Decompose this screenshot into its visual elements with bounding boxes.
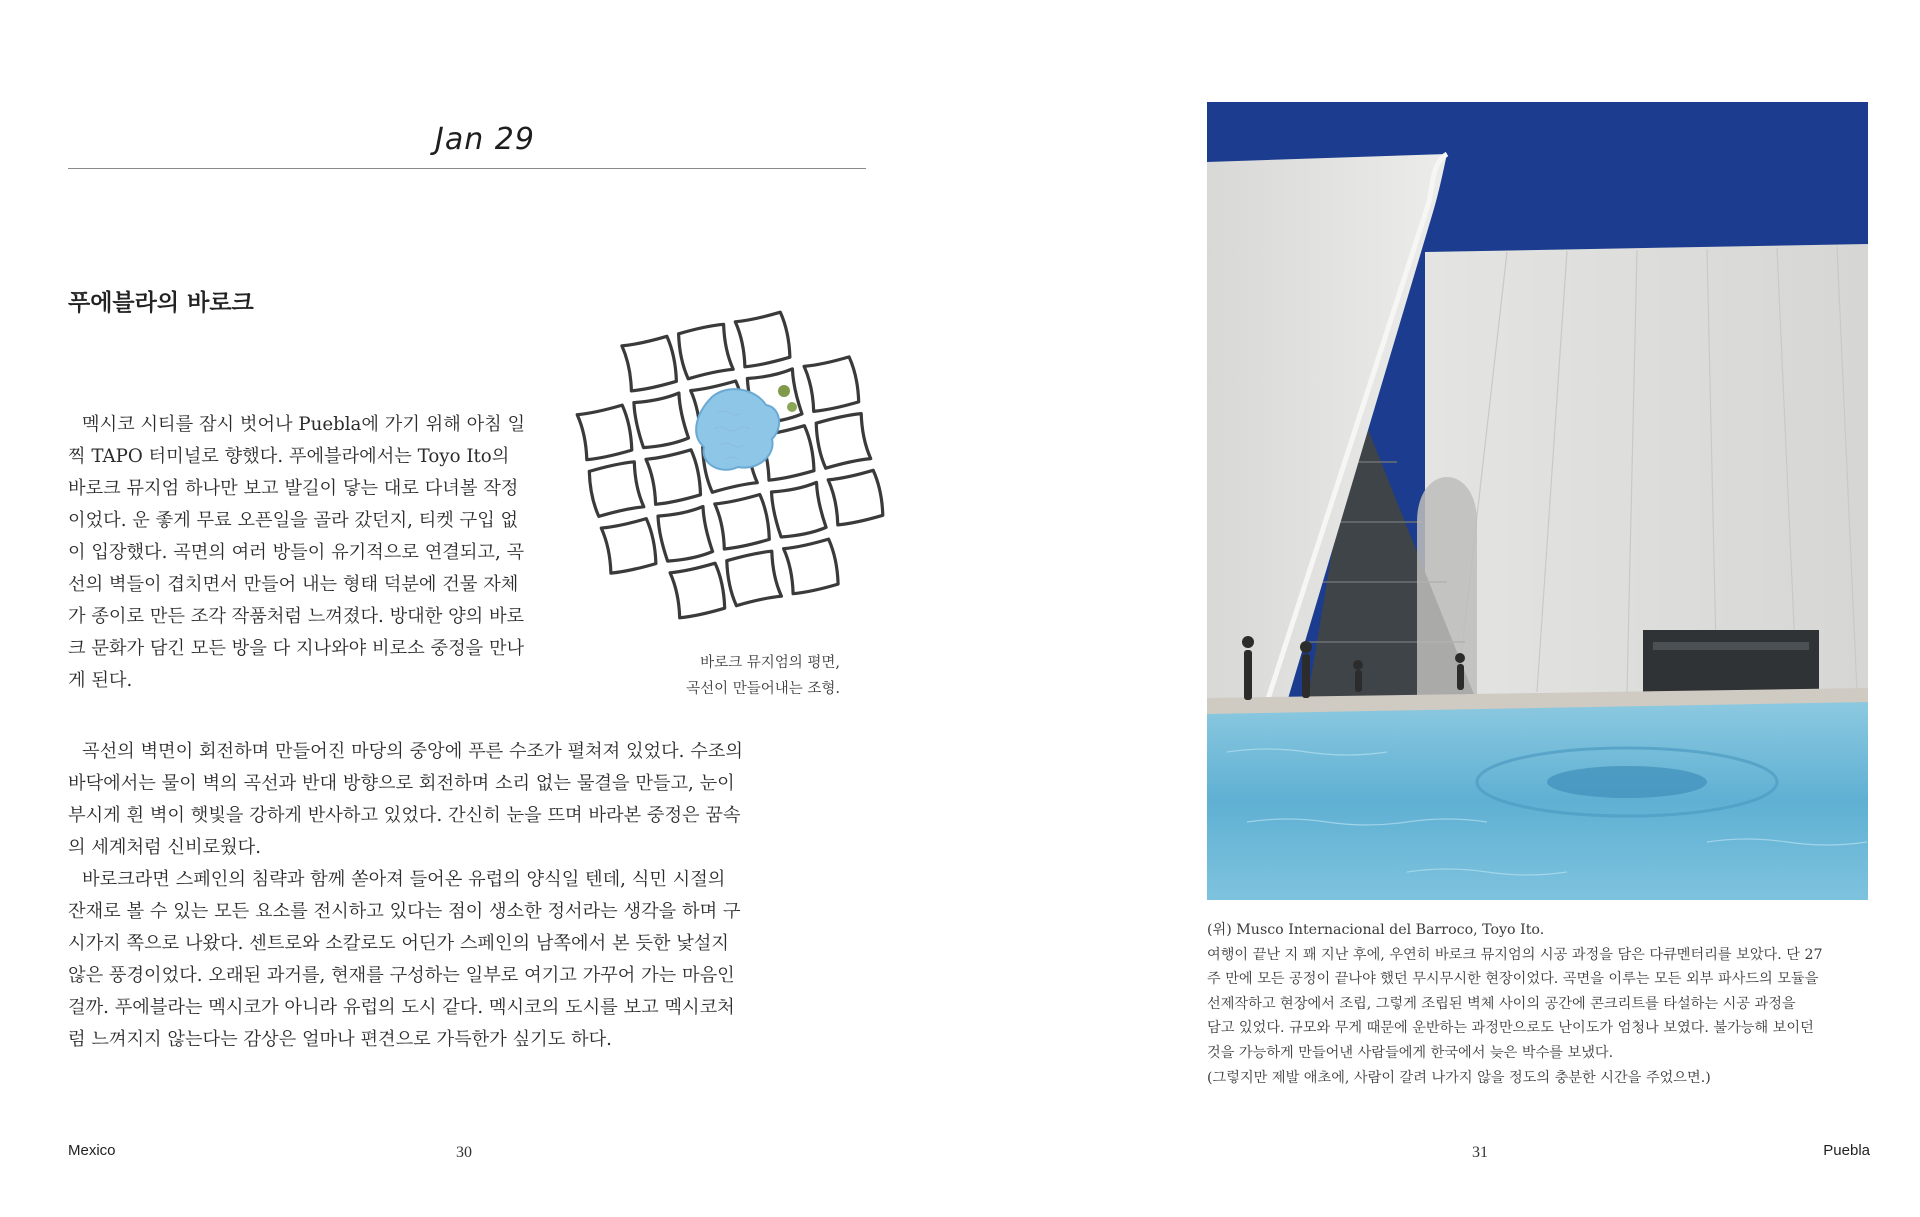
floorplan-room-outline bbox=[589, 462, 644, 517]
floorplan-room-outline bbox=[772, 482, 827, 537]
floorplan-room-outline bbox=[601, 519, 656, 574]
floorplan-room-outline bbox=[577, 405, 632, 460]
museum-courtyard-photo bbox=[1207, 102, 1868, 900]
floorplan-room-outline bbox=[715, 495, 770, 550]
floorplan-room-outline bbox=[727, 551, 782, 606]
floorplan-room-outline bbox=[816, 414, 871, 469]
footer-section-label: Puebla bbox=[1823, 1142, 1870, 1159]
photo-caption-line: (위) Musco Internacional del Barroco, Toyo Ito. bbox=[1207, 922, 1545, 938]
photo-caption-line: 주 만에 모든 공정이 끝나야 했던 무시무시한 현장이었다. 곡면을 이루는 모든 외부 파사드의 모듈을 bbox=[1207, 971, 1819, 988]
reflecting-pool bbox=[1207, 702, 1868, 900]
floorplan-room-outline bbox=[646, 450, 701, 505]
floorplan-room-outline bbox=[828, 470, 883, 525]
page-number: 30 bbox=[456, 1144, 472, 1161]
floorplan-room-outline bbox=[658, 507, 713, 562]
paragraph-2: 곡선의 벽면이 회전하며 만들어진 마당의 중앙에 푸른 수조가 펼쳐져 있었다. 수조의 바닥에서는 물이 벽의 곡선과 반대 방향으로 회전하며 소리 없는 물결을 만들고, 눈이 부시게 흰 벽이 햇빛을 강하게 반사하고 있었다. 간신히 눈을 뜨며 바라본 중정은 꿈속의 세계처럼 신비로웠다. bbox=[68, 741, 743, 858]
photo-caption-line: 선제작하고 현장에서 조립, 그렇게 조립된 벽체 사이의 공간에 콘크리트를 타설하는 시공 과정을 bbox=[1207, 995, 1796, 1012]
tree-sketch bbox=[778, 385, 790, 397]
floorplan-room-outline bbox=[622, 336, 677, 391]
handwritten-date: Jan 29 bbox=[435, 122, 535, 157]
floorplan-room-outline bbox=[670, 563, 725, 618]
photo-caption bbox=[1207, 918, 1872, 1090]
footer-section-label: Mexico bbox=[68, 1142, 116, 1159]
photo-caption-line: 여행이 끝난 지 꽤 지난 후에, 우연히 바로크 뮤지엄의 시공 과정을 담은 다큐멘터리를 보았다. 단 27 bbox=[1207, 946, 1823, 963]
floorplan-room-outline bbox=[634, 393, 689, 448]
page-number: 31 bbox=[1472, 1144, 1488, 1161]
photo-caption-line: (그렇지만 제발 애초에, 사람이 갈려 나가지 않을 정도의 충분한 시간을 주었으면.) bbox=[1207, 1069, 1711, 1086]
illustration-caption-line: 곡선이 만들어내는 조형. bbox=[686, 681, 840, 697]
illustration-caption bbox=[640, 650, 840, 702]
tree-sketch bbox=[787, 402, 797, 412]
paragraph-1: 멕시코 시티를 잠시 벗어나 Puebla에 가기 위해 아침 일찍 TAPO 터미널로 향했다. 푸에블라에서는 Toyo Ito의 바로크 뮤지엄 하나만 보고 발길이 닿는 대로 다녀볼 작정이었다. 운 좋게 무료 오픈일을 골라 갔던지, 티켓 구입 없이 입장했다. 곡면의 여러 방들이 유기적으로 연결되고, 곡선의 벽들이 겹치면서 만들어 내는 형태 덕분에 건물 자체가 종이로 만든 조각 작품처럼 느껴졌다. 방대한 양의 바로크 문화가 담긴 모든 방을 다 지나와야 비로소 중정을 만나게 된다. bbox=[68, 414, 526, 691]
page-heading: 푸에블라의 바로크 bbox=[68, 290, 254, 316]
paragraph-3: 바로크라면 스페인의 침략과 함께 쏟아져 들어온 유럽의 양식일 텐데, 식민 시절의 잔재로 볼 수 있는 모든 요소를 전시하고 있다는 점이 생소한 정서라는 생각을 하며 구시가지 쪽으로 나왔다. 센트로와 소칼로도 어딘가 스페인의 남쪽에서 본 듯한 낯설지 않은 풍경이었다. 오래된 과거를, 현재를 구성하는 일부로 여기고 가꾸어 가는 마음인 걸까. 푸에블라는 멕시코가 아니라 유럽의 도시 같다. 멕시코의 도시를 보고 멕시코처럼 느껴지지 않는다는 감상은 얼마나 편견으로 가득한가 싶기도 하다. bbox=[68, 869, 741, 1050]
illustration-caption-line: 바로크 뮤지엄의 평면, bbox=[700, 655, 840, 671]
window bbox=[1643, 630, 1819, 692]
floorplan-room-outline bbox=[804, 357, 859, 412]
floorplan-room-outline bbox=[679, 324, 734, 379]
photo-caption-line: 담고 있었다. 규모와 무게 때문에 운반하는 과정만으로도 난이도가 엄청나 보였다. 불가능해 보이던 bbox=[1207, 1020, 1814, 1037]
floorplan-room-outline bbox=[735, 312, 790, 367]
floorplan-room-outline bbox=[784, 539, 839, 594]
museum-floorplan-sketch bbox=[560, 295, 900, 635]
photo-caption-line: 것을 가능하게 만들어낸 사람들에게 한국에서 늦은 박수를 보냈다. bbox=[1207, 1044, 1614, 1061]
date-rule bbox=[68, 168, 866, 169]
